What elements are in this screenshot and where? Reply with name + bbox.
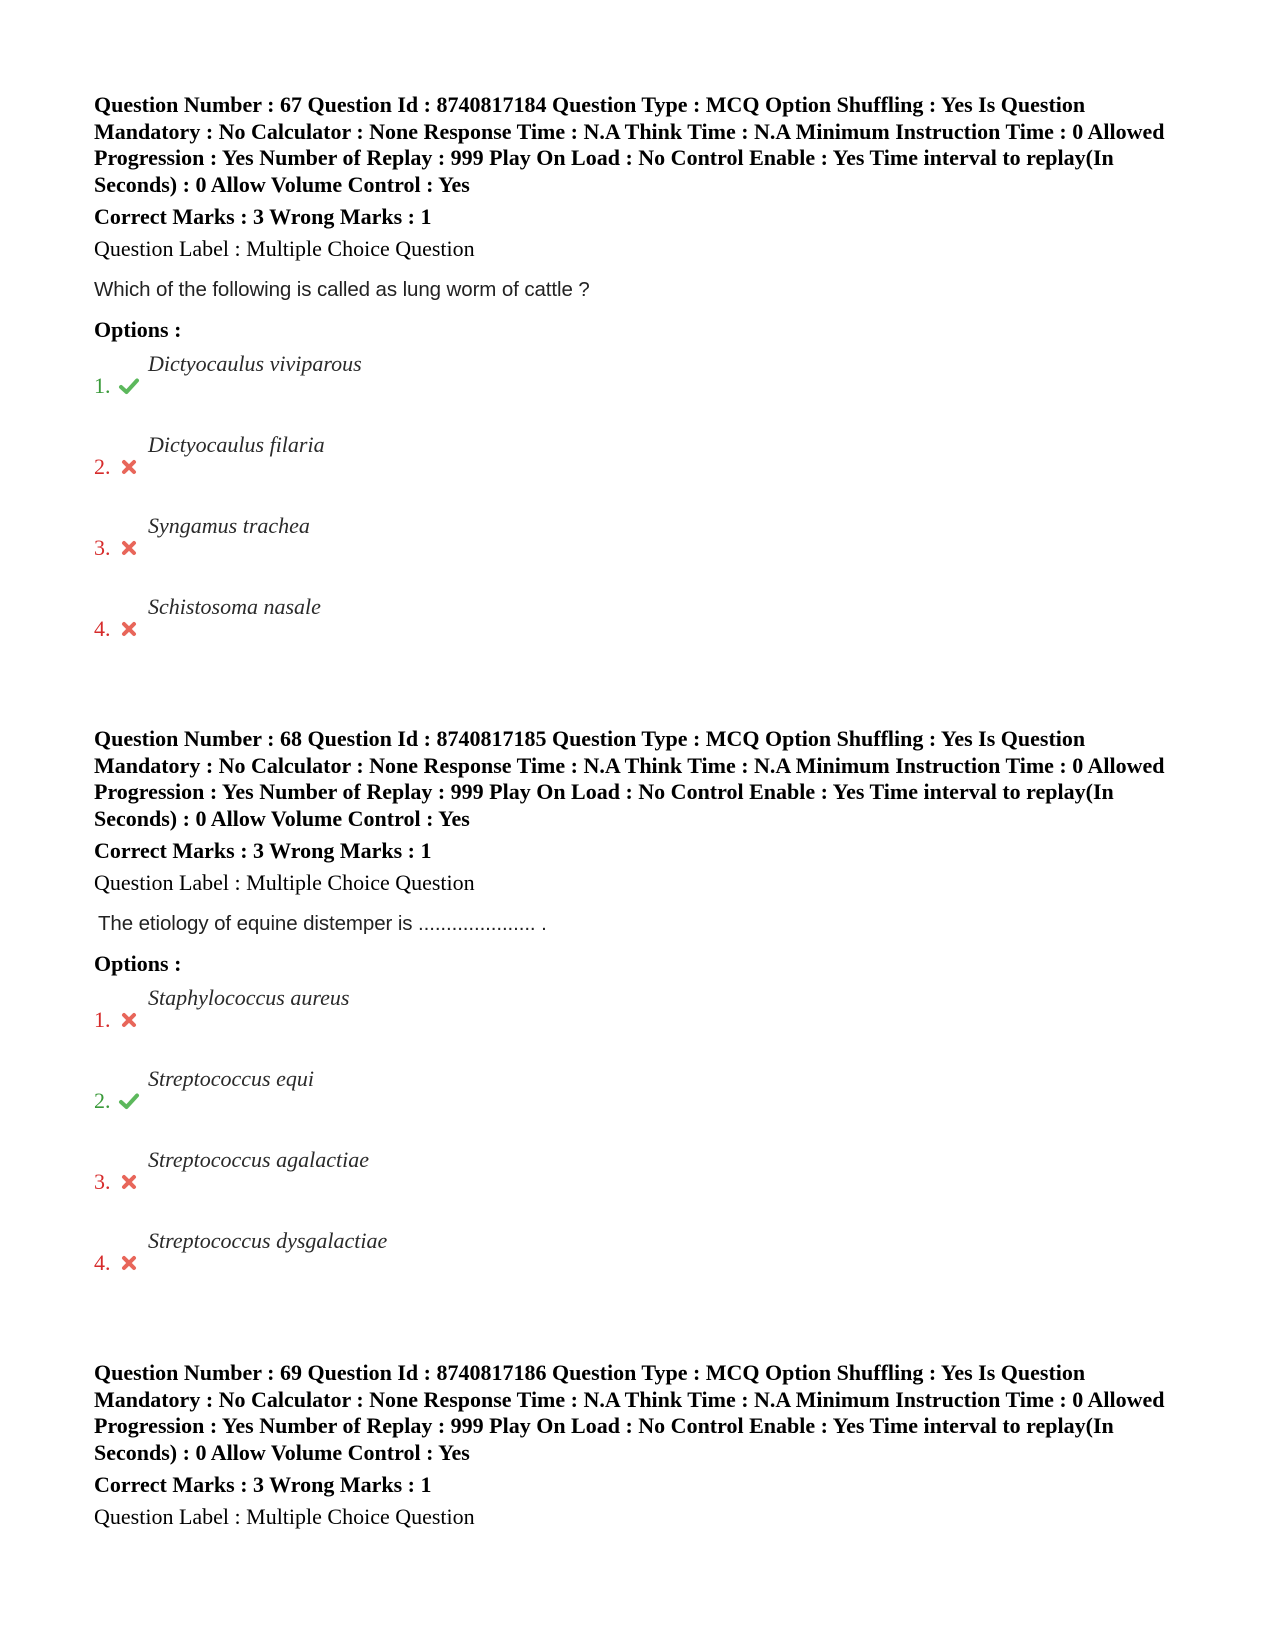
option-text: Staphylococcus aureus (148, 985, 350, 1010)
option-number: 2. (94, 454, 111, 479)
question-marks: Correct Marks : 3 Wrong Marks : 1 (94, 1472, 432, 1497)
option-text: Schistosoma nasale (148, 594, 321, 619)
option-text: Syngamus trachea (148, 513, 310, 538)
option-item (94, 1066, 1194, 1147)
option-text: Streptococcus agalactiae (148, 1147, 369, 1172)
option-item (94, 1147, 1194, 1228)
option-text: Streptococcus equi (148, 1066, 314, 1091)
question-block-67 (94, 92, 1194, 675)
question-block-69 (94, 1360, 1194, 1530)
options-list (94, 351, 1194, 675)
option-text: Dictyocaulus filaria (148, 432, 325, 457)
check-icon (118, 1090, 140, 1112)
option-item (94, 432, 1194, 513)
question-text: The etiology of equine distemper is ..................... . (98, 912, 547, 935)
option-item (94, 351, 1194, 432)
question-header: Question Number : 68 Question Id : 8740817185 Question Type : MCQ Option Shuffling : Yes Is Question Mandatory : No Calculator : None Response Time : N.A Think Time : N.A Minimum Instruction Time : 0 Allowed Progression : Yes Number of Replay : 999 Play On Load : No Control Enable : Yes Time interval to replay(In Seconds) : 0 Allow Volume Control : Yes (94, 726, 1165, 831)
option-number: 1. (94, 1007, 111, 1032)
option-item (94, 513, 1194, 594)
option-number: 2. (94, 1088, 111, 1113)
option-number: 1. (94, 373, 111, 398)
question-marks: Correct Marks : 3 Wrong Marks : 1 (94, 204, 432, 229)
question-label: Question Label : Multiple Choice Question (94, 870, 475, 895)
cross-icon (118, 456, 140, 478)
cross-icon (118, 1171, 140, 1193)
cross-icon (118, 1009, 140, 1031)
option-number: 3. (94, 535, 111, 560)
option-number: 4. (94, 1250, 111, 1275)
cross-icon (118, 1252, 140, 1274)
option-number: 3. (94, 1169, 111, 1194)
question-text: Which of the following is called as lung worm of cattle ? (94, 278, 590, 301)
options-title: Options : (94, 317, 182, 342)
options-list (94, 985, 1194, 1309)
question-label: Question Label : Multiple Choice Question (94, 1504, 475, 1529)
cross-icon (118, 537, 140, 559)
question-block-68 (94, 726, 1194, 1309)
question-header: Question Number : 67 Question Id : 8740817184 Question Type : MCQ Option Shuffling : Yes Is Question Mandatory : No Calculator : None Response Time : N.A Think Time : N.A Minimum Instruction Time : 0 Allowed Progression : Yes Number of Replay : 999 Play On Load : No Control Enable : Yes Time interval to replay(In Seconds) : 0 Allow Volume Control : Yes (94, 92, 1165, 197)
option-number: 4. (94, 616, 111, 641)
option-text: Dictyocaulus viviparous (148, 351, 362, 376)
option-item (94, 985, 1194, 1066)
check-icon (118, 375, 140, 397)
options-title: Options : (94, 951, 182, 976)
question-header: Question Number : 69 Question Id : 8740817186 Question Type : MCQ Option Shuffling : Yes Is Question Mandatory : No Calculator : None Response Time : N.A Think Time : N.A Minimum Instruction Time : 0 Allowed Progression : Yes Number of Replay : 999 Play On Load : No Control Enable : Yes Time interval to replay(In Seconds) : 0 Allow Volume Control : Yes (94, 1360, 1165, 1465)
question-label: Question Label : Multiple Choice Question (94, 236, 475, 261)
option-item (94, 1228, 1194, 1309)
cross-icon (118, 618, 140, 640)
question-marks: Correct Marks : 3 Wrong Marks : 1 (94, 838, 432, 863)
option-item (94, 594, 1194, 675)
option-text: Streptococcus dysgalactiae (148, 1228, 388, 1253)
